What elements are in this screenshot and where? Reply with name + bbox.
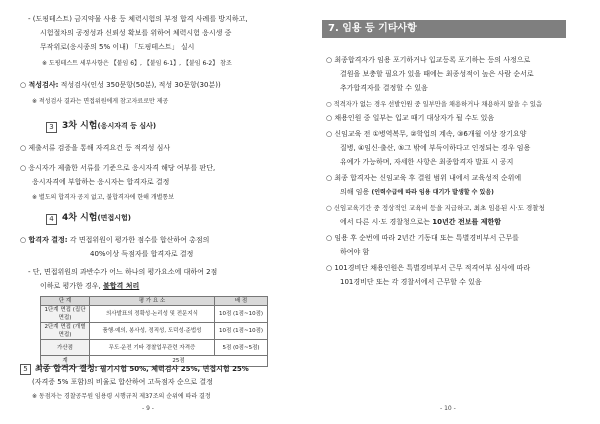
para-5-line-1: ○ 최종 합격자는 신임교육 후 결원 범위 내에서 교육성적 순위에 bbox=[326, 174, 522, 182]
table-cell-score: 10점 (1점~10점) bbox=[215, 323, 268, 340]
para-6-line-1: ○ 신임교육기간 중 정상적인 교육비 등을 지급하고, 최초 임용된 시·도 경찰청 bbox=[326, 204, 545, 212]
fail-emphasis: 불합격 처리 bbox=[103, 282, 140, 290]
stage4-heading bbox=[62, 214, 131, 223]
stage3-number-box: 3 bbox=[46, 122, 57, 133]
aptitude-text: 적성검사(인성 350문항(50분), 적성 30문항(30분)) bbox=[60, 81, 221, 89]
pass-label: ○ 합격자 결정: bbox=[20, 236, 68, 244]
para-5-line-2 bbox=[340, 188, 494, 197]
table-row bbox=[41, 340, 268, 356]
stage3-subtitle: (응시자격 등 심사) bbox=[97, 122, 157, 130]
fail-line-1: - 단, 면접위원의 과반수가 어느 하나의 평가요소에 대하여 2점 bbox=[28, 268, 218, 276]
para-6-line-2 bbox=[340, 218, 501, 227]
table-header-factor: 평 가 요 소 bbox=[90, 297, 215, 306]
table-cell-total-value: 25점 bbox=[90, 356, 268, 367]
para-8-line-2: 101경비단 또는 각 경찰서에서 근무할 수 있음 bbox=[340, 278, 482, 286]
stage3-line-1: ○ 제출서류 검증을 통해 자격요건 등 적격성 심사 bbox=[20, 144, 171, 152]
stage3-line-2: ○ 응시자가 제출한 서류를 기준으로 응시자격 해당 여부를 판단, bbox=[20, 164, 216, 172]
stage3-title: 3차 시험 bbox=[62, 121, 98, 131]
para-5-emphasis: (인력수급에 따라 임용 대기가 발생할 수 있음) bbox=[371, 189, 494, 196]
doping-line-3: 무작위로(응시종의 5% 이내) 「도핑테스트」 실시 bbox=[40, 43, 195, 51]
final-line-2: (자격증 5% 포함)의 비율로 합산하여 고득점자 순으로 결정 bbox=[32, 378, 213, 386]
para-6-emphasis: 10년간 전보를 제한함 bbox=[432, 218, 501, 226]
table-cell-factor: 품행·예의, 봉사성, 정직성, 도덕성·준법성 bbox=[90, 323, 215, 340]
aptitude-label: ○ 적성검사: bbox=[20, 81, 59, 89]
stage4-subtitle: (면접시험) bbox=[97, 214, 131, 222]
table-cell-score: 10점 (1점~10점) bbox=[215, 306, 268, 323]
final-title: 최종 합격자 결정 bbox=[35, 364, 95, 373]
table-cell-total-label: 계 bbox=[41, 356, 90, 367]
stage4-title: 4차 시험 bbox=[62, 213, 98, 223]
section-title-bar: 7. 임용 등 기타사항 bbox=[322, 20, 566, 38]
interview-table bbox=[40, 296, 268, 367]
table-row bbox=[41, 306, 268, 323]
final-text: : 필기시험 50%, 체력검사 25%, 면접시험 25% bbox=[94, 365, 249, 373]
para-4-line-2: 질병, ④임신·출산, ⑤그 밖에 부득이하다고 인정되는 경우 임용 bbox=[340, 144, 531, 152]
stage4-number-box: 4 bbox=[46, 214, 57, 225]
pass-text: 각 면접위원이 평가한 점수를 합산하여 총점의 bbox=[69, 236, 210, 244]
fail-text: 이하로 평가한 경우, bbox=[40, 282, 101, 290]
table-cell-stage: 1단계 면접 (집단 면접) bbox=[41, 306, 90, 323]
aptitude-line bbox=[20, 81, 221, 90]
table-header-score: 배 점 bbox=[215, 297, 268, 306]
table-header-row bbox=[41, 297, 268, 306]
para-4-line-1: ○ 신임교육 전 ①병역복무, ②학업의 계속, ③6개월 이상 장기요양 bbox=[326, 130, 527, 138]
doping-line-1: - (도핑테스트) 금지약물 사용 등 체력시험의 부정 합격 사례를 방지하고, bbox=[28, 15, 248, 23]
para-2: ○ 적격자가 없는 경우 선발인원 중 일부만을 채용하거나 채용하지 않을 수 있음 bbox=[326, 101, 543, 108]
final-heading bbox=[35, 364, 249, 374]
para-3: ○ 채용인원 중 일부는 입교 때기 대상자가 될 수도 있음 bbox=[326, 114, 495, 122]
stage3-heading bbox=[62, 122, 156, 131]
table-row bbox=[41, 323, 268, 340]
final-number-box: 5 bbox=[20, 364, 31, 375]
fail-line-2 bbox=[40, 282, 139, 291]
doping-note: ※ 도핑테스트 세부사항은 【붙임 6】, 【붙임 6-1】, 【붙임 6-2】 참조 bbox=[42, 60, 232, 67]
stage3-note: ※ 별도의 합격자 공지 없고, 불합격자에 한해 개별통보 bbox=[32, 194, 175, 201]
para-7-line-2: 하여야 함 bbox=[340, 248, 370, 256]
pass-line-1 bbox=[20, 236, 209, 245]
para-1-line-3: 추가합격자를 결정할 수 있음 bbox=[340, 84, 428, 92]
para-6-text: 에서 다른 시·도 경찰청으로는 bbox=[340, 218, 431, 226]
aptitude-note: ※ 적성검사 결과는 면접위원에게 참고자료로만 제공 bbox=[32, 98, 169, 105]
page-number-right: - 10 - bbox=[440, 405, 456, 412]
table-cell-factor: 의사발표의 정확성·논리성 및 전문지식 bbox=[90, 306, 215, 323]
table-header-stage: 단 계 bbox=[41, 297, 90, 306]
pass-line-2: 40%이상 득점자를 합격자로 결정 bbox=[90, 250, 194, 258]
para-1-line-1: ○ 최종합격자가 임용 포기하거나 입교등록 포기하는 등의 사정으로 bbox=[326, 56, 531, 64]
stage3-line-3: 응시자격에 부합하는 응시자는 합격자로 결정 bbox=[32, 178, 170, 186]
table-cell-stage: 가산점 bbox=[41, 340, 90, 356]
para-7-line-1: ○ 임용 후 순번에 따라 2년간 기동대 또는 특별경비부서 근무를 bbox=[326, 234, 519, 242]
para-5-text: 의해 임용 bbox=[340, 188, 370, 196]
para-1-line-2: 결원을 보충할 필요가 있을 때에는 최종성적이 높은 사람 순서로 bbox=[340, 70, 534, 78]
right-page bbox=[300, 0, 600, 424]
table-cell-score: 5점 (0점~5점) bbox=[215, 340, 268, 356]
page-number-left: - 9 - bbox=[142, 405, 154, 412]
para-8-line-1: ○ 101경비단 채용인원은 특별경비부서 근무 적격여부 심사에 따라 bbox=[326, 264, 531, 272]
table-cell-stage: 2단계 면접 (개별 면접) bbox=[41, 323, 90, 340]
doping-line-2: 시험절차의 공정성과 신뢰성 확보를 위하여 체력시험 응시생 중 bbox=[40, 29, 232, 37]
table-cell-factor: 무도·운전 기타 경찰업무관련 자격증 bbox=[90, 340, 215, 356]
final-note: ※ 동점자는 경찰공무원 임용령 시행규칙 제37조의 순위에 따라 결정 bbox=[32, 393, 211, 400]
para-4-line-3: 유예가 가능하며, 자세한 사항은 최종합격자 발표 시 공지 bbox=[340, 158, 514, 166]
